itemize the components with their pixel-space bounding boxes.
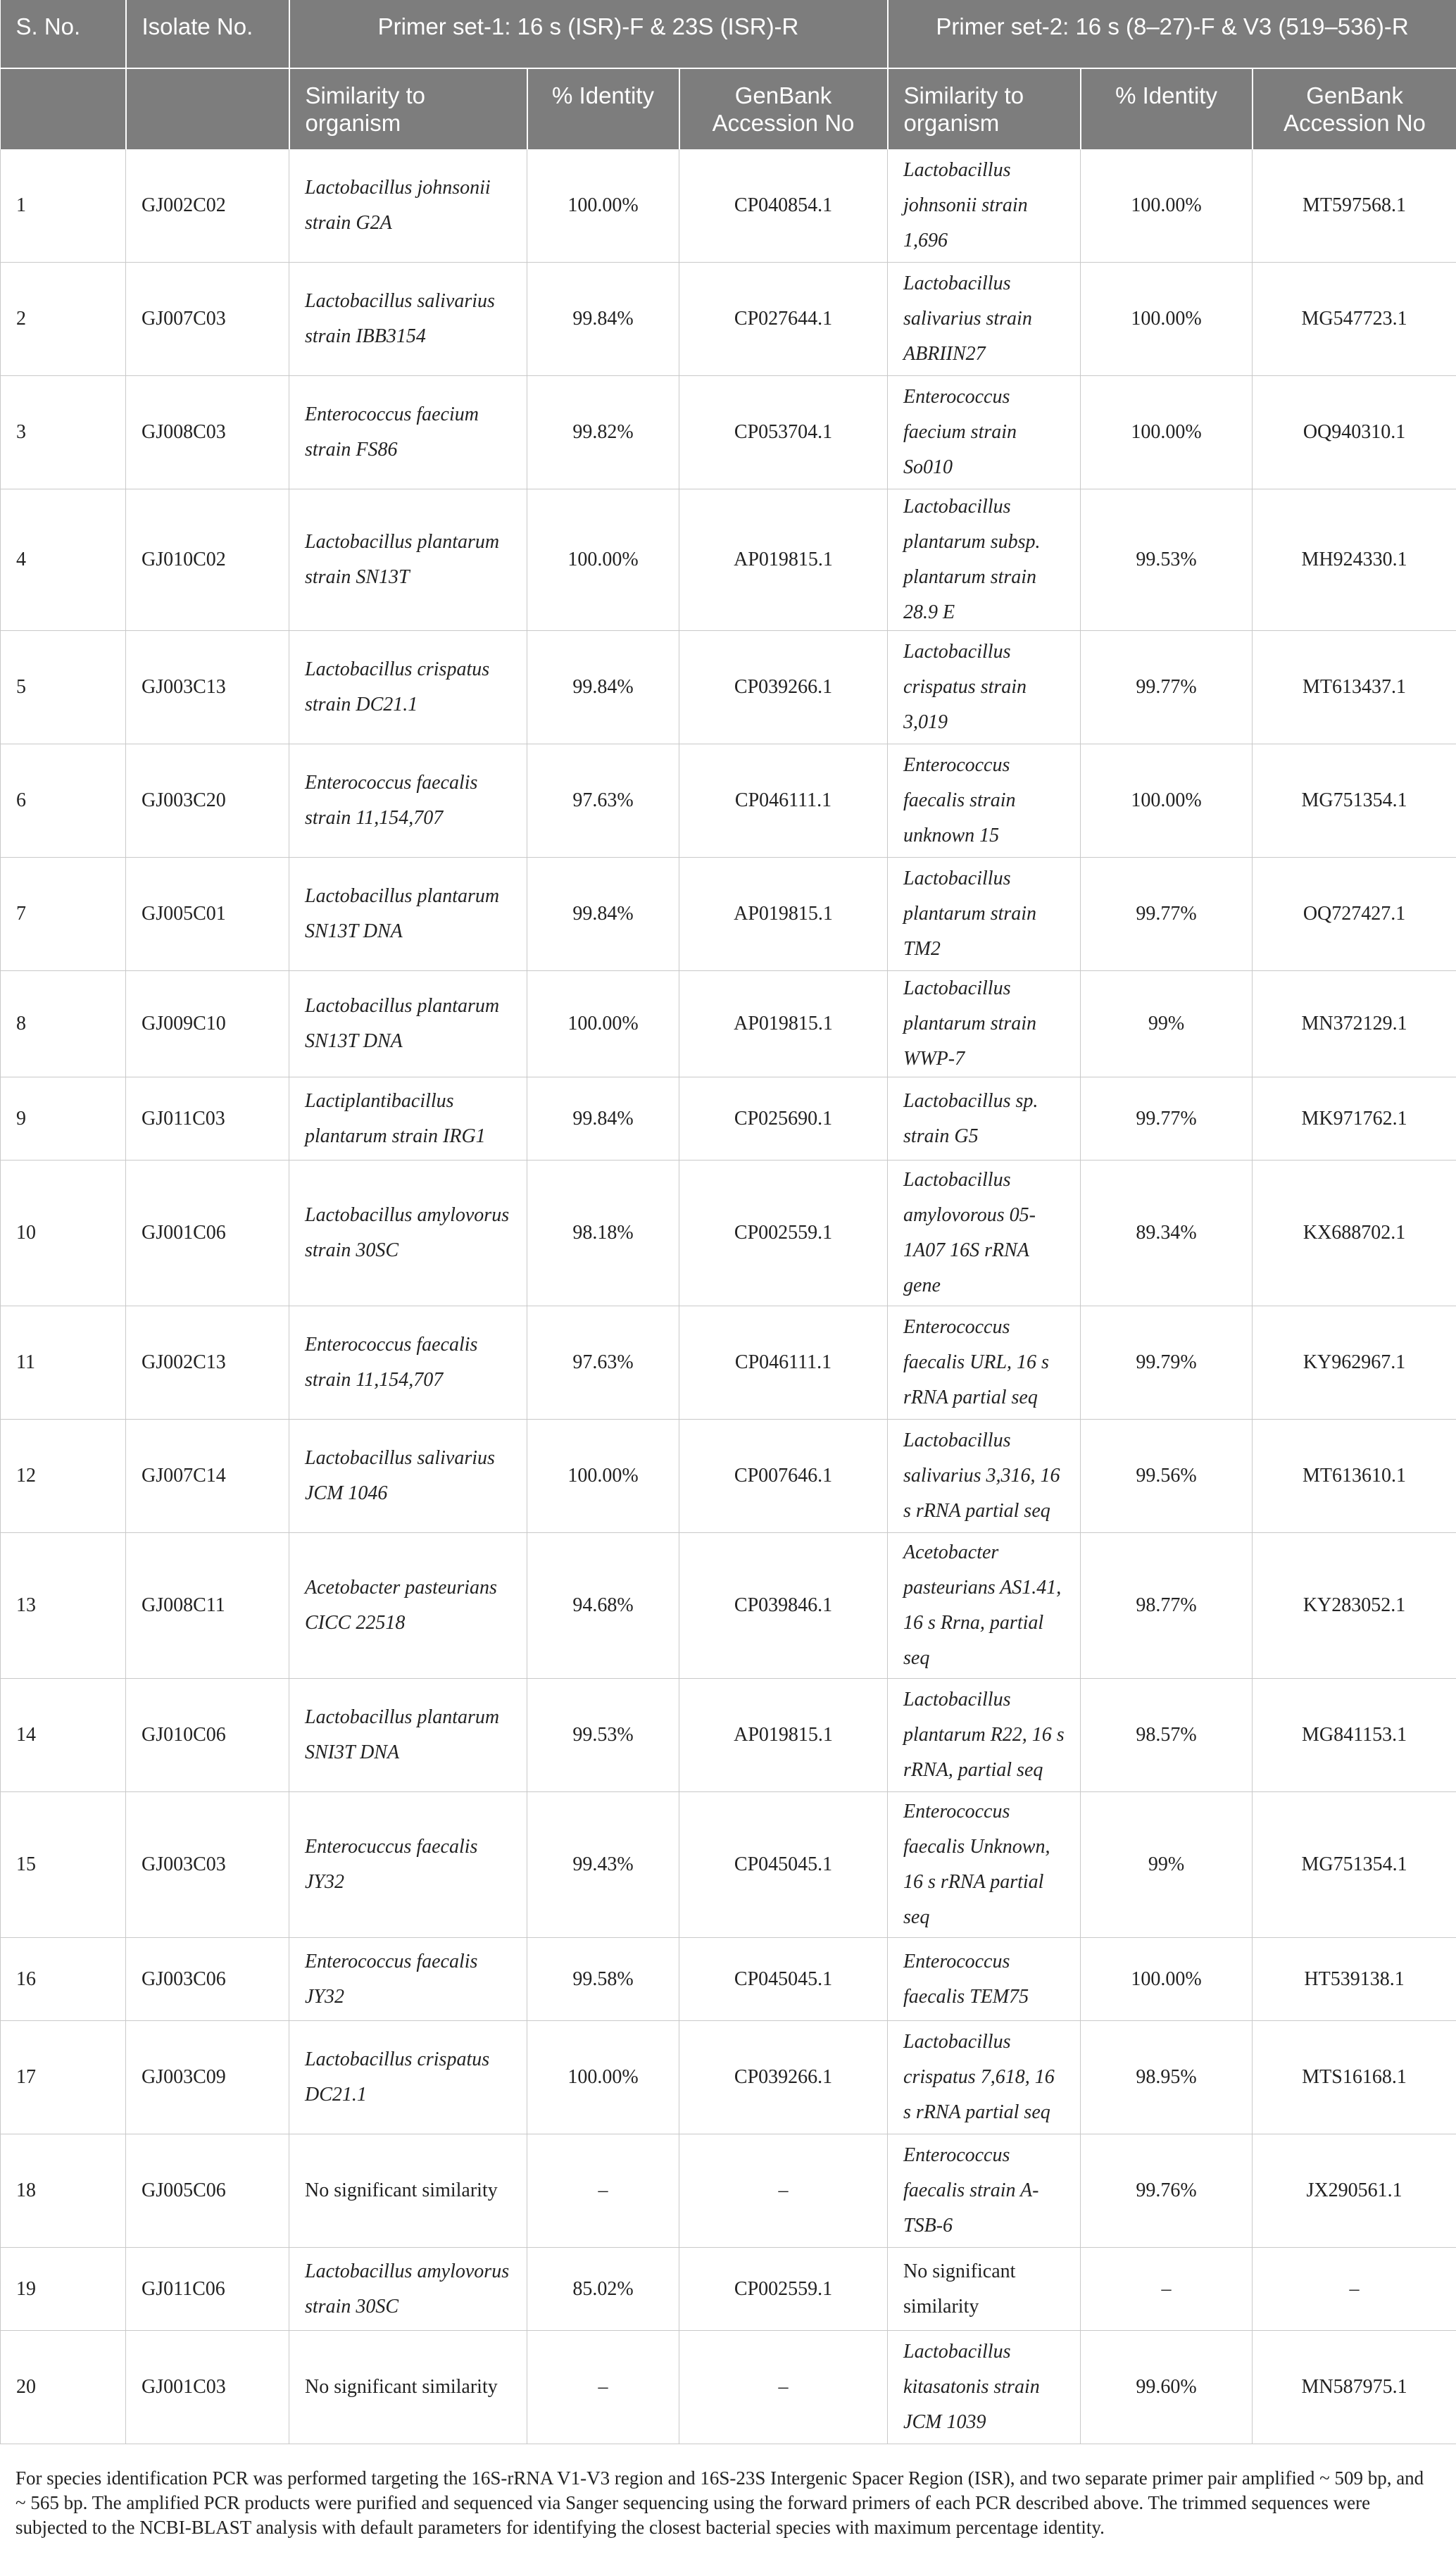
cell-organism-2: Lactobacillus plantarum R22, 16 s rRNA, partial seq — [888, 1679, 1081, 1792]
table-row — [1, 263, 1456, 376]
header-identity-2: % Identity — [1081, 68, 1253, 149]
cell-accession-2: MG751354.1 — [1253, 744, 1456, 858]
cell-sno: 2 — [1, 263, 126, 376]
cell-accession-1: CP046111.1 — [679, 744, 888, 858]
cell-isolate: GJ003C06 — [126, 1938, 289, 2021]
cell-identity-2: 98.95% — [1081, 2021, 1253, 2134]
cell-accession-1: CP002559.1 — [679, 1161, 888, 1306]
cell-isolate: GJ010C02 — [126, 489, 289, 631]
cell-accession-1: CP039266.1 — [679, 2021, 888, 2134]
cell-accession-2: MG841153.1 — [1253, 1679, 1456, 1792]
cell-sno: 20 — [1, 2331, 126, 2444]
cell-sno: 9 — [1, 1077, 126, 1161]
cell-accession-2: JX290561.1 — [1253, 2134, 1456, 2248]
cell-accession-2: MTS16168.1 — [1253, 2021, 1456, 2134]
cell-identity-1: 97.63% — [527, 1306, 679, 1420]
cell-organism-2: Lactobacillus sp. strain G5 — [888, 1077, 1081, 1161]
table-row — [1, 2248, 1456, 2331]
cell-identity-1: 100.00% — [527, 489, 679, 631]
cell-organism-1: Lactobacillus amylovorus strain 30SC — [289, 2248, 527, 2331]
cell-isolate: GJ005C06 — [126, 2134, 289, 2248]
header-primer-set-1: Primer set-1: 16 s (ISR)-F & 23S (ISR)-R — [289, 0, 888, 68]
cell-isolate: GJ005C01 — [126, 858, 289, 971]
cell-sno: 16 — [1, 1938, 126, 2021]
cell-accession-1: – — [679, 2331, 888, 2444]
cell-identity-1: 100.00% — [527, 149, 679, 263]
cell-isolate: GJ010C06 — [126, 1679, 289, 1792]
cell-accession-2: MG751354.1 — [1253, 1792, 1456, 1938]
table-row — [1, 2331, 1456, 2444]
header-accession-1: GenBank Accession No — [679, 68, 888, 149]
cell-organism-1: Lactobacillus plantarum SN13T DNA — [289, 971, 527, 1077]
cell-sno: 14 — [1, 1679, 126, 1792]
cell-sno: 6 — [1, 744, 126, 858]
table-row — [1, 376, 1456, 489]
cell-identity-1: – — [527, 2331, 679, 2444]
table-row — [1, 1306, 1456, 1420]
cell-identity-1: 99.82% — [527, 376, 679, 489]
cell-isolate: GJ011C03 — [126, 1077, 289, 1161]
cell-organism-2: No significant similarity — [888, 2248, 1081, 2331]
cell-identity-2: 98.57% — [1081, 1679, 1253, 1792]
cell-identity-2: 100.00% — [1081, 376, 1253, 489]
cell-sno: 11 — [1, 1306, 126, 1420]
cell-isolate: GJ008C03 — [126, 376, 289, 489]
cell-accession-1: CP053704.1 — [679, 376, 888, 489]
table-row — [1, 1420, 1456, 1533]
cell-isolate: GJ002C13 — [126, 1306, 289, 1420]
header-primer-set-2: Primer set-2: 16 s (8–27)-F & V3 (519–536)-R — [888, 0, 1456, 68]
cell-sno: 19 — [1, 2248, 126, 2331]
cell-organism-1: Lactobacillus salivarius JCM 1046 — [289, 1420, 527, 1533]
header-similarity-1: Similarity to organism — [289, 68, 527, 149]
header-accession-2: GenBank Accession No — [1253, 68, 1456, 149]
cell-accession-2: MN587975.1 — [1253, 2331, 1456, 2444]
cell-organism-1: Enterococcus faecium strain FS86 — [289, 376, 527, 489]
cell-sno: 10 — [1, 1161, 126, 1306]
cell-accession-1: CP040854.1 — [679, 149, 888, 263]
cell-accession-1: CP039846.1 — [679, 1533, 888, 1679]
table-row — [1, 1679, 1456, 1792]
cell-accession-1: CP025690.1 — [679, 1077, 888, 1161]
cell-organism-1: No significant similarity — [289, 2134, 527, 2248]
cell-accession-2: KY283052.1 — [1253, 1533, 1456, 1679]
cell-isolate: GJ002C02 — [126, 149, 289, 263]
cell-identity-1: 99.84% — [527, 858, 679, 971]
cell-isolate: GJ009C10 — [126, 971, 289, 1077]
cell-accession-2: KY962967.1 — [1253, 1306, 1456, 1420]
cell-sno: 12 — [1, 1420, 126, 1533]
cell-accession-1: CP046111.1 — [679, 1306, 888, 1420]
table-row — [1, 1938, 1456, 2021]
cell-identity-2: 99.79% — [1081, 1306, 1253, 1420]
cell-accession-1: – — [679, 2134, 888, 2248]
cell-organism-1: Lactobacillus johnsonii strain G2A — [289, 149, 527, 263]
cell-identity-1: 97.63% — [527, 744, 679, 858]
cell-organism-1: Enterocuccus faecalis JY32 — [289, 1792, 527, 1938]
cell-identity-1: 98.18% — [527, 1161, 679, 1306]
cell-accession-2: HT539138.1 — [1253, 1938, 1456, 2021]
cell-organism-1: Lactobacillus plantarum SNI3T DNA — [289, 1679, 527, 1792]
header-isolate: Isolate No. — [126, 0, 289, 68]
cell-identity-1: 100.00% — [527, 971, 679, 1077]
cell-accession-1: CP002559.1 — [679, 2248, 888, 2331]
cell-identity-2: 99% — [1081, 971, 1253, 1077]
cell-accession-2: MT613610.1 — [1253, 1420, 1456, 1533]
table-row — [1, 149, 1456, 263]
cell-organism-1: Lactobacillus crispatus DC21.1 — [289, 2021, 527, 2134]
cell-organism-1: Enterococcus faecalis JY32 — [289, 1938, 527, 2021]
cell-organism-2: Enterococcus faecalis strain unknown 15 — [888, 744, 1081, 858]
cell-organism-2: Lactobacillus amylovorous 05-1A07 16S rRNA gene — [888, 1161, 1081, 1306]
cell-identity-2: 99% — [1081, 1792, 1253, 1938]
cell-isolate: GJ007C03 — [126, 263, 289, 376]
cell-sno: 17 — [1, 2021, 126, 2134]
cell-identity-2: 89.34% — [1081, 1161, 1253, 1306]
cell-organism-2: Lactobacillus crispatus 7,618, 16 s rRNA partial seq — [888, 2021, 1081, 2134]
cell-identity-1: 99.53% — [527, 1679, 679, 1792]
cell-identity-2: 99.76% — [1081, 2134, 1253, 2248]
cell-accession-1: AP019815.1 — [679, 858, 888, 971]
cell-accession-1: CP027644.1 — [679, 263, 888, 376]
cell-sno: 13 — [1, 1533, 126, 1679]
cell-isolate: GJ003C03 — [126, 1792, 289, 1938]
table-row — [1, 1533, 1456, 1679]
cell-identity-1: 99.84% — [527, 631, 679, 744]
cell-identity-1: 99.58% — [527, 1938, 679, 2021]
cell-organism-2: Enterococcus faecalis TEM75 — [888, 1938, 1081, 2021]
cell-organism-2: Lactobacillus plantarum strain TM2 — [888, 858, 1081, 971]
cell-organism-1: Lactobacillus amylovorus strain 30SC — [289, 1161, 527, 1306]
cell-isolate: GJ007C14 — [126, 1420, 289, 1533]
cell-organism-1: Acetobacter pasteurians CICC 22518 — [289, 1533, 527, 1679]
cell-accession-2: MG547723.1 — [1253, 263, 1456, 376]
cell-organism-2: Lactobacillus plantarum strain WWP-7 — [888, 971, 1081, 1077]
cell-accession-2: MK971762.1 — [1253, 1077, 1456, 1161]
cell-identity-2: – — [1081, 2248, 1253, 2331]
cell-accession-1: CP045045.1 — [679, 1938, 888, 2021]
cell-sno: 1 — [1, 149, 126, 263]
cell-accession-2: MN372129.1 — [1253, 971, 1456, 1077]
cell-organism-1: Enterococcus faecalis strain 11,154,707 — [289, 744, 527, 858]
cell-accession-1: AP019815.1 — [679, 1679, 888, 1792]
cell-isolate: GJ008C11 — [126, 1533, 289, 1679]
cell-organism-2: Acetobacter pasteurians AS1.41, 16 s Rrna, partial seq — [888, 1533, 1081, 1679]
cell-identity-2: 100.00% — [1081, 744, 1253, 858]
cell-identity-2: 100.00% — [1081, 149, 1253, 263]
cell-accession-1: CP045045.1 — [679, 1792, 888, 1938]
cell-organism-1: Lactobacillus salivarius strain IBB3154 — [289, 263, 527, 376]
table-row — [1, 2134, 1456, 2248]
cell-accession-2: OQ727427.1 — [1253, 858, 1456, 971]
cell-identity-1: 100.00% — [527, 2021, 679, 2134]
table-row — [1, 744, 1456, 858]
cell-isolate: GJ003C09 — [126, 2021, 289, 2134]
cell-accession-2: OQ940310.1 — [1253, 376, 1456, 489]
cell-identity-1: 94.68% — [527, 1533, 679, 1679]
table-row — [1, 489, 1456, 631]
cell-organism-1: Lactobacillus crispatus strain DC21.1 — [289, 631, 527, 744]
cell-sno: 4 — [1, 489, 126, 631]
cell-sno: 5 — [1, 631, 126, 744]
cell-isolate: GJ003C13 — [126, 631, 289, 744]
cell-sno: 7 — [1, 858, 126, 971]
cell-organism-2: Lactobacillus crispatus strain 3,019 — [888, 631, 1081, 744]
cell-identity-2: 99.77% — [1081, 1077, 1253, 1161]
table-header — [1, 0, 1456, 149]
cell-sno: 3 — [1, 376, 126, 489]
cell-sno: 15 — [1, 1792, 126, 1938]
table-row — [1, 1792, 1456, 1938]
cell-organism-1: No significant similarity — [289, 2331, 527, 2444]
header-blank-2 — [126, 68, 289, 149]
cell-organism-2: Lactobacillus johnsonii strain 1,696 — [888, 149, 1081, 263]
cell-identity-1: 99.43% — [527, 1792, 679, 1938]
table-row — [1, 2021, 1456, 2134]
cell-accession-2: MT597568.1 — [1253, 149, 1456, 263]
table-row — [1, 1077, 1456, 1161]
cell-isolate: GJ003C20 — [126, 744, 289, 858]
cell-identity-2: 99.60% — [1081, 2331, 1253, 2444]
cell-identity-1: 100.00% — [527, 1420, 679, 1533]
cell-organism-2: Enterococcus faecalis strain A-TSB-6 — [888, 2134, 1081, 2248]
cell-accession-2: – — [1253, 2248, 1456, 2331]
cell-organism-2: Enterococcus faecalis URL, 16 s rRNA partial seq — [888, 1306, 1081, 1420]
cell-identity-1: 99.84% — [527, 263, 679, 376]
cell-identity-2: 100.00% — [1081, 263, 1253, 376]
cell-identity-2: 99.77% — [1081, 858, 1253, 971]
cell-accession-1: AP019815.1 — [679, 489, 888, 631]
cell-organism-2: Enterococcus faecium strain So010 — [888, 376, 1081, 489]
cell-isolate: GJ001C03 — [126, 2331, 289, 2444]
cell-accession-1: CP039266.1 — [679, 631, 888, 744]
cell-accession-1: CP007646.1 — [679, 1420, 888, 1533]
cell-sno: 18 — [1, 2134, 126, 2248]
cell-identity-2: 99.53% — [1081, 489, 1253, 631]
table-row — [1, 858, 1456, 971]
header-blank-1 — [1, 68, 126, 149]
table-row — [1, 631, 1456, 744]
header-similarity-2: Similarity to organism — [888, 68, 1081, 149]
cell-organism-1: Lactobacillus plantarum SN13T DNA — [289, 858, 527, 971]
cell-accession-1: AP019815.1 — [679, 971, 888, 1077]
header-sno: S. No. — [1, 0, 126, 68]
cell-identity-2: 99.56% — [1081, 1420, 1253, 1533]
cell-accession-2: MT613437.1 — [1253, 631, 1456, 744]
cell-identity-1: 85.02% — [527, 2248, 679, 2331]
table-row — [1, 971, 1456, 1077]
cell-sno: 8 — [1, 971, 126, 1077]
cell-organism-1: Enterococcus faecalis strain 11,154,707 — [289, 1306, 527, 1420]
cell-identity-1: 99.84% — [527, 1077, 679, 1161]
cell-organism-2: Lactobacillus salivarius 3,316, 16 s rRNA partial seq — [888, 1420, 1081, 1533]
cell-organism-2: Lactobacillus kitasatonis strain JCM 1039 — [888, 2331, 1081, 2444]
cell-identity-2: 98.77% — [1081, 1533, 1253, 1679]
cell-accession-2: MH924330.1 — [1253, 489, 1456, 631]
cell-identity-2: 100.00% — [1081, 1938, 1253, 2021]
cell-organism-1: Lactiplantibacillus plantarum strain IRG1 — [289, 1077, 527, 1161]
cell-isolate: GJ001C06 — [126, 1161, 289, 1306]
table-footnote: For species identification PCR was performed targeting the 16S-rRNA V1-V3 region and 16S-23S Intergenic Spacer Region (ISR), and two separate primer pair amplified ~ 509 bp, and ~ 565 bp. The amplified PCR products were purified and sequenced via Sanger sequencing using the forward primers of each PCR described above. The trimmed sequences were subjected to the NCBI-BLAST analysis with default parameters for identifying the closest bacterial species with maximum percentage identity. — [15, 2467, 1424, 2538]
table-row — [1, 1161, 1456, 1306]
cell-organism-2: Enterococcus faecalis Unknown, 16 s rRNA partial seq — [888, 1792, 1081, 1938]
cell-identity-2: 99.77% — [1081, 631, 1253, 744]
cell-organism-2: Lactobacillus salivarius strain ABRIIN27 — [888, 263, 1081, 376]
cell-organism-2: Lactobacillus plantarum subsp. plantarum strain 28.9 E — [888, 489, 1081, 631]
table-body — [1, 149, 1456, 2444]
cell-accession-2: KX688702.1 — [1253, 1161, 1456, 1306]
cell-identity-1: – — [527, 2134, 679, 2248]
cell-isolate: GJ011C06 — [126, 2248, 289, 2331]
header-identity-1: % Identity — [527, 68, 679, 149]
cell-organism-1: Lactobacillus plantarum strain SN13T — [289, 489, 527, 631]
